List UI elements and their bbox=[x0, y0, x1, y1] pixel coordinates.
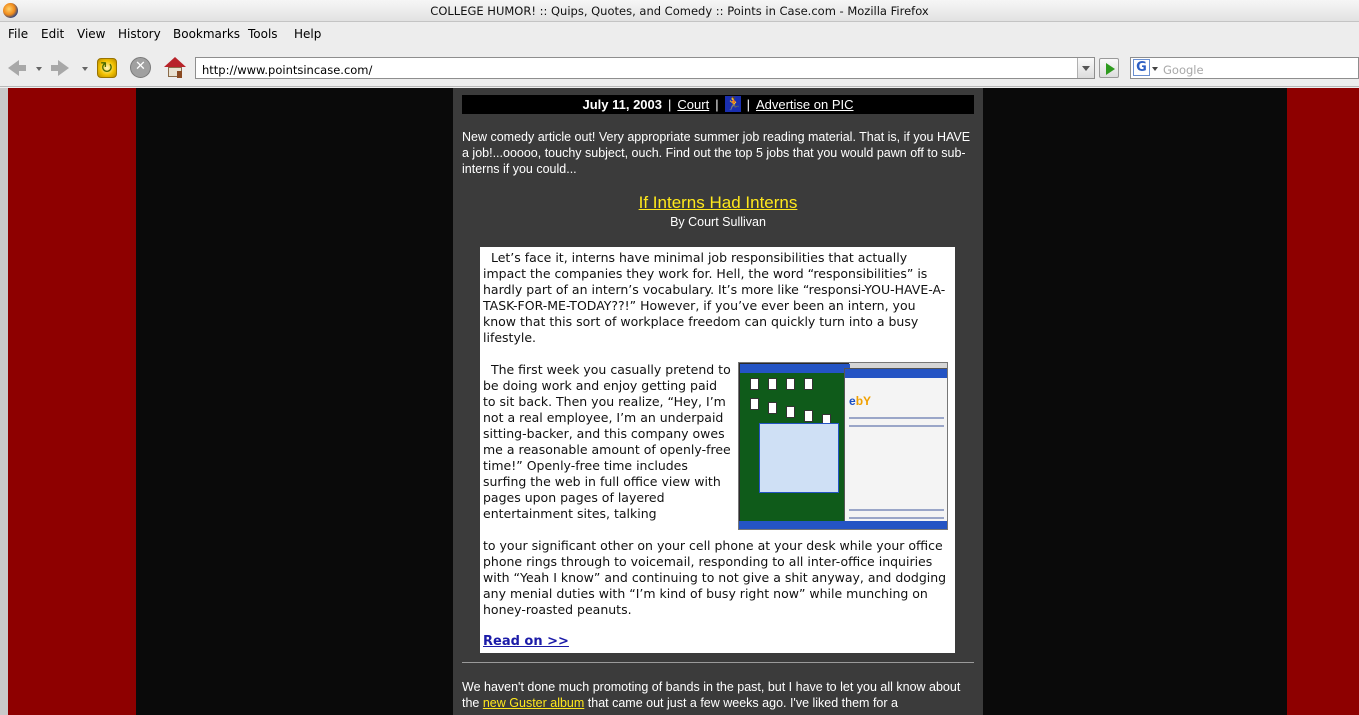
article-title-link[interactable]: If Interns Had Interns bbox=[638, 193, 798, 212]
viewport-edge bbox=[0, 88, 8, 715]
intro-text: New comedy article out! Very appropriate summer job reading material. That is, if you HAVE a job!...ooooo, touchy subject, ouch. Find out the top 5 jobs that you would pawn off to sub-interns if you could... bbox=[462, 130, 971, 176]
left-red-column bbox=[8, 88, 136, 715]
article-title bbox=[462, 193, 974, 213]
date-bar bbox=[462, 95, 974, 114]
court-link[interactable]: Court bbox=[677, 97, 710, 112]
title-bar bbox=[0, 0, 1359, 22]
search-input[interactable] bbox=[1160, 57, 1359, 79]
runner-icon[interactable] bbox=[725, 96, 741, 112]
guster-album-link[interactable]: new Guster album bbox=[482, 696, 585, 710]
forward-arrow-icon bbox=[58, 60, 69, 76]
article-paragraph: The first week you casually pretend to be doing work and enjoy getting paid to sit back. Then you realize, “Hey, I’m not a real employee, I’m an underpaid sitting-backer, and this company owes me a reasonable amount of openly-free time!” Openly-free time includes surfing the web in full office view with pages upon pages of layered entertainment sites, talking bbox=[483, 362, 731, 521]
separator: | bbox=[668, 97, 672, 112]
menu-tools[interactable]: Tools bbox=[248, 27, 278, 41]
bands-text-start: We haven't done much promoting of bands in the past, but I have to let you all know about the bbox=[462, 680, 961, 710]
home-icon[interactable] bbox=[164, 57, 186, 79]
article-paragraph: Let’s face it, interns have minimal job responsibilities that actually impact the companies they work for. Hell, the word “responsibilities” is hardly part of an intern’s vocabulary. It’s more like “responsi-YOU-HAVE-A-TASK-FOR-ME-TODAY??!” However, if you’ve ever been an intern, you know that this sort of workplace freedom can quickly turn into a busy lifestyle. bbox=[483, 250, 946, 345]
back-arrow-icon bbox=[8, 60, 19, 76]
bands-text bbox=[462, 679, 977, 711]
menu-edit[interactable]: Edit bbox=[41, 27, 65, 41]
byline: By Court Sullivan bbox=[670, 215, 766, 229]
window-title: COLLEGE HUMOR! :: Quips, Quotes, and Comedy :: Points in Case.com - Mozilla Firefox bbox=[430, 4, 929, 18]
menu-view[interactable]: View bbox=[77, 27, 106, 41]
separator: | bbox=[715, 97, 719, 112]
ebay-logo: ebY bbox=[849, 394, 872, 408]
office-desktop-screenshot-image bbox=[738, 362, 948, 530]
bands-text-end: that came out just a few weeks ago. I've liked them for a bbox=[584, 696, 898, 710]
menu-help[interactable]: Help bbox=[294, 27, 322, 41]
back-history-dropdown[interactable] bbox=[36, 67, 42, 71]
forward-history-dropdown[interactable] bbox=[82, 67, 88, 71]
back-button[interactable] bbox=[6, 57, 28, 79]
url-history-dropdown[interactable] bbox=[1077, 58, 1094, 78]
right-dark-column bbox=[983, 88, 1287, 715]
search-engine-selector[interactable] bbox=[1130, 57, 1160, 79]
page-viewport[interactable] bbox=[0, 88, 1359, 715]
left-dark-column bbox=[136, 88, 453, 715]
forward-button[interactable] bbox=[49, 57, 71, 79]
reload-icon[interactable] bbox=[97, 58, 117, 78]
menu-bar bbox=[0, 23, 1359, 47]
google-icon: G bbox=[1133, 59, 1150, 76]
right-red-column bbox=[1287, 88, 1359, 715]
menu-file[interactable]: File bbox=[8, 27, 29, 41]
advertise-link[interactable]: Advertise on PIC bbox=[755, 97, 854, 112]
menu-bookmarks[interactable]: Bookmarks bbox=[173, 27, 241, 41]
browser-window-in-image bbox=[844, 368, 948, 526]
go-button[interactable] bbox=[1099, 58, 1119, 78]
article-preview-card bbox=[480, 247, 955, 653]
post-date: July 11, 2003 bbox=[582, 97, 662, 112]
article-paragraph: to your significant other on your cell phone at your desk while your office phone rings through to voicemail, responding to all inter-office inquiries with “Yeah I know” and continuing to not give a shit anyway, and dodging any menial duties with “I’m kind of busy right now” while munching on honey-roasted peanuts. bbox=[483, 538, 947, 617]
separator: | bbox=[746, 97, 750, 112]
menu-history[interactable]: History bbox=[118, 27, 161, 41]
dialog-in-image bbox=[759, 423, 839, 493]
divider bbox=[462, 662, 974, 663]
chevron-down-icon bbox=[1152, 67, 1158, 71]
read-on-link[interactable]: Read on >> bbox=[483, 634, 569, 649]
taskbar-in-image bbox=[739, 521, 948, 530]
stop-icon[interactable] bbox=[130, 57, 151, 78]
url-input[interactable] bbox=[195, 57, 1095, 79]
